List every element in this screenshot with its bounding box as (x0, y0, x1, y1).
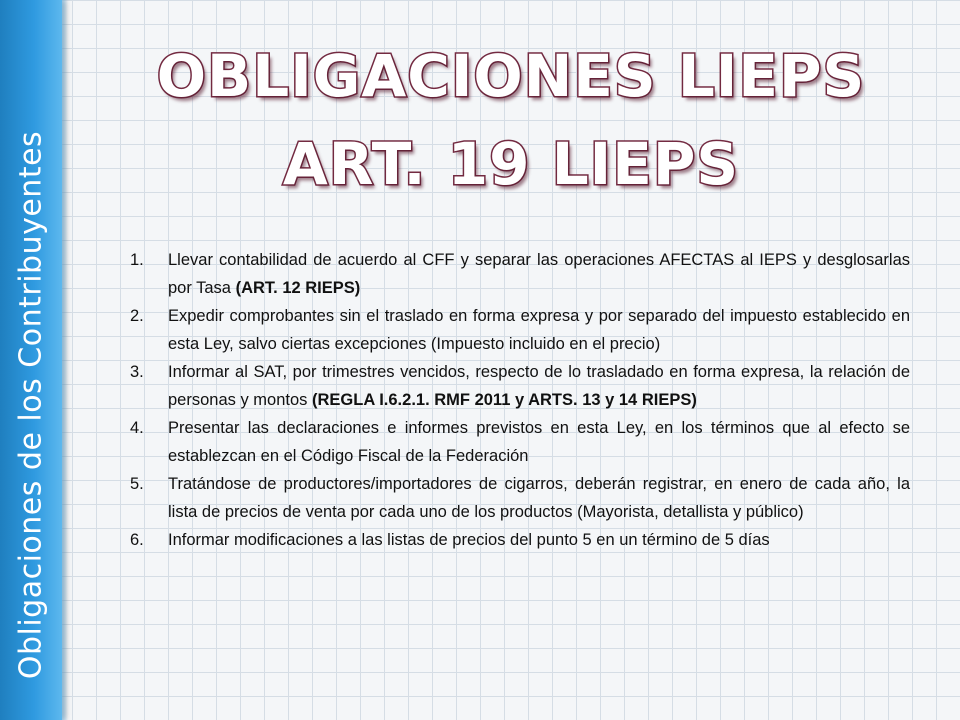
item-number: 1. (130, 251, 144, 269)
item-text: Presentar las declaraciones e informes previstos en esta Ley, en los términos que al efecto se establezcan en el Código Fiscal de la Federación (168, 419, 910, 465)
item-text: Informar modificaciones a las listas de precios del punto 5 en un término de 5 días (168, 531, 770, 549)
list-item (130, 246, 910, 302)
item-text: Llevar contabilidad de acuerdo al CFF y separar las operaciones AFECTAS al IEPS y desglosarlas por Tasa (168, 251, 910, 297)
obligations-list (130, 246, 910, 554)
item-number: 6. (130, 531, 144, 549)
slide-title-line-1: OBLIGACIONES LIEPS (156, 42, 866, 110)
list-item (130, 302, 910, 358)
item-number: 5. (130, 475, 144, 493)
list-item (130, 526, 910, 554)
item-reference: (ART. 12 RIEPS) (235, 279, 361, 297)
list-item (130, 414, 910, 470)
item-reference: (REGLA I.6.2.1. RMF 2011 y ARTS. 13 y 14 RIEPS) (312, 391, 697, 409)
list-item (130, 358, 910, 414)
item-text: Expedir comprobantes sin el traslado en forma expresa y por separado del impuesto establecido en esta Ley, salvo ciertas excepciones (Impuesto incluido en el precio) (168, 307, 910, 353)
item-text: Informar al SAT, por trimestres vencidos, respecto de lo trasladado en forma expresa, la relación de personas y montos (168, 363, 910, 409)
item-number: 4. (130, 419, 144, 437)
item-number: 2. (130, 307, 144, 325)
item-text: Tratándose de productores/importadores de cigarros, deberán registrar, en enero de cada año, la lista de precios de venta por cada uno de los productos (Mayorista, detallista y público) (168, 475, 910, 521)
slide-title-line-2: ART. 19 LIEPS (282, 130, 740, 198)
sidebar-title: Obligaciones de los Contribuyentes (13, 130, 49, 680)
item-number: 3. (130, 363, 144, 381)
list-item (130, 470, 910, 526)
